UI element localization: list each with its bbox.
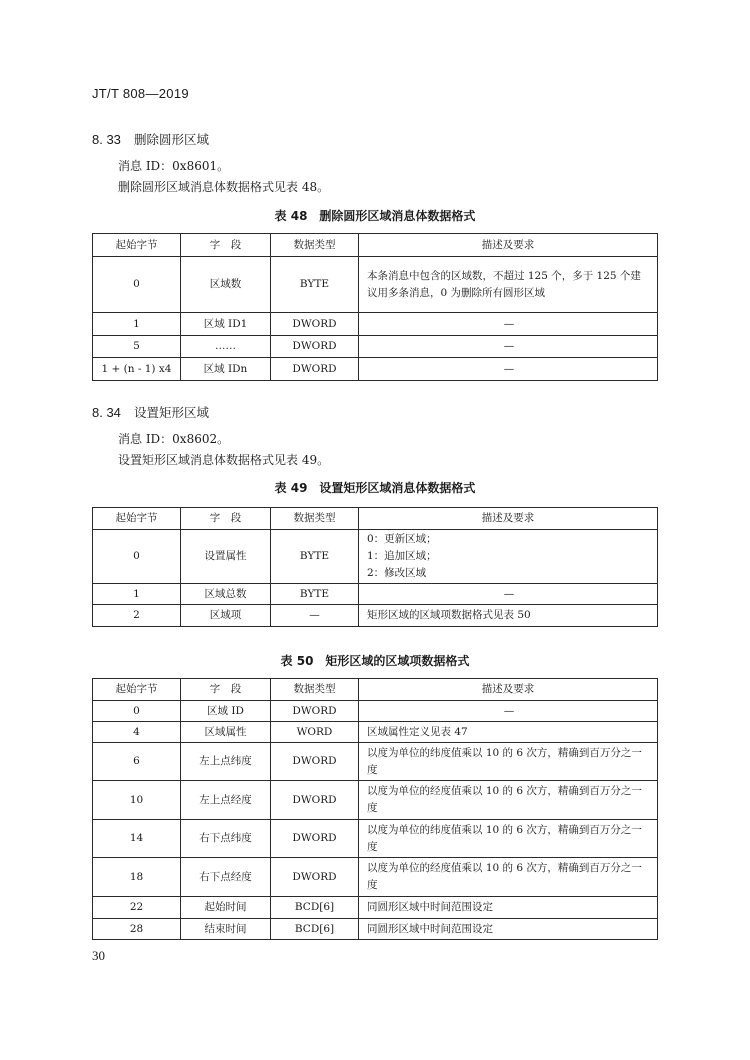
cell-start: 10 [93, 781, 181, 820]
cell-field: 设置属性 [181, 530, 271, 584]
section-8-33-heading [92, 130, 209, 148]
cell-type: DWORD [271, 781, 359, 820]
desc-line: 1：追加区域； [367, 550, 437, 562]
cell-desc: 以度为单位的纬度值乘以 10 的 6 次方，精确到百万分之一度 [359, 820, 658, 858]
table-row [93, 336, 658, 358]
cell-desc [359, 530, 658, 584]
table-row [93, 919, 658, 940]
table-row [93, 858, 658, 897]
cell-type: WORD [271, 722, 359, 743]
cell-start: 2 [93, 605, 181, 627]
cell-field: 区域 ID [181, 701, 271, 722]
cell-type: DWORD [271, 858, 359, 897]
section-8-34-intro: 设置矩形区域消息体数据格式见表 49。 [118, 453, 330, 467]
header-data-type: 数据类型 [271, 679, 359, 701]
table-50-title: 表 50 矩形区域的区域项数据格式 [280, 654, 470, 668]
cell-type: BCD[6] [271, 897, 359, 919]
cell-desc: — [359, 701, 658, 722]
cell-type: DWORD [271, 336, 359, 358]
cell-desc: 同圆形区域中时间范围设定 [359, 919, 658, 940]
message-id-8602: 消息 ID：0x8602。 [118, 432, 230, 446]
header-field: 字 段 [181, 508, 271, 530]
table-row [93, 701, 658, 722]
table-row [93, 897, 658, 919]
cell-desc: 同圆形区域中时间范围设定 [359, 897, 658, 919]
table-50 [92, 678, 658, 940]
table-row [93, 781, 658, 820]
cell-start: 0 [93, 701, 181, 722]
header-data-type: 数据类型 [271, 508, 359, 530]
table-header-row [93, 234, 658, 257]
cell-desc: 本条消息中包含的区域数，不超过 125 个，多于 125 个建议用多条消息，0 为删除所有圆形区域 [359, 257, 658, 313]
cell-type: BYTE [271, 257, 359, 313]
table-row [93, 722, 658, 743]
cell-desc: — [359, 313, 658, 336]
cell-start: 1 [93, 313, 181, 336]
cell-type: DWORD [271, 313, 359, 336]
cell-start: 1 [93, 584, 181, 605]
table-row [93, 257, 658, 313]
header-data-type: 数据类型 [271, 234, 359, 257]
section-title: 删除圆形区域 [134, 132, 210, 147]
cell-desc: — [359, 336, 658, 358]
section-number: 8. 33 [92, 132, 121, 147]
cell-type: DWORD [271, 820, 359, 858]
header-description: 描述及要求 [359, 679, 658, 701]
cell-type: DWORD [271, 701, 359, 722]
cell-desc: — [359, 584, 658, 605]
cell-start: 18 [93, 858, 181, 897]
header-start-byte: 起始字节 [93, 234, 181, 257]
cell-start: 6 [93, 743, 181, 781]
standard-code: JT/T 808—2019 [92, 86, 189, 101]
cell-desc: 矩形区域的区域项数据格式见表 50 [359, 605, 658, 627]
cell-type: BCD[6] [271, 919, 359, 940]
table-row [93, 313, 658, 336]
cell-type: BYTE [271, 530, 359, 584]
header-description: 描述及要求 [359, 508, 658, 530]
cell-field: 区域数 [181, 257, 271, 313]
table-48-title: 表 48 删除圆形区域消息体数据格式 [274, 209, 476, 223]
cell-type: — [271, 605, 359, 627]
table-row [93, 530, 658, 584]
section-8-33-intro: 删除圆形区域消息体数据格式见表 48。 [118, 180, 330, 194]
cell-type: BYTE [271, 584, 359, 605]
header-start-byte: 起始字节 [93, 679, 181, 701]
cell-start: 0 [93, 257, 181, 313]
section-title: 设置矩形区域 [134, 405, 210, 420]
table-row [93, 584, 658, 605]
table-header-row [93, 679, 658, 701]
cell-field: 区域 ID1 [181, 313, 271, 336]
cell-field: 区域属性 [181, 722, 271, 743]
cell-start: 28 [93, 919, 181, 940]
table-row [93, 820, 658, 858]
cell-type: DWORD [271, 358, 359, 381]
table-header-row [93, 508, 658, 530]
message-id-8601: 消息 ID：0x8601。 [118, 159, 230, 173]
cell-desc: 以度为单位的经度值乘以 10 的 6 次方，精确到百万分之一度 [359, 781, 658, 820]
cell-type: DWORD [271, 743, 359, 781]
table-row [93, 743, 658, 781]
section-8-34-heading [92, 403, 209, 421]
cell-field: …… [181, 336, 271, 358]
header-field: 字 段 [181, 679, 271, 701]
cell-start: 4 [93, 722, 181, 743]
table-49 [92, 507, 658, 627]
cell-field: 区域 IDn [181, 358, 271, 381]
header-field: 字 段 [181, 234, 271, 257]
cell-start: 5 [93, 336, 181, 358]
desc-line: 2：修改区域 [367, 567, 427, 579]
cell-start: 1 + (n - 1) x4 [93, 358, 181, 381]
cell-field: 右下点经度 [181, 858, 271, 897]
cell-field: 右下点纬度 [181, 820, 271, 858]
section-number: 8. 34 [92, 405, 121, 420]
cell-field: 起始时间 [181, 897, 271, 919]
cell-desc: 以度为单位的纬度值乘以 10 的 6 次方，精确到百万分之一度 [359, 743, 658, 781]
cell-desc: 以度为单位的经度值乘以 10 的 6 次方，精确到百万分之一度 [359, 858, 658, 897]
desc-line: 0：更新区域； [367, 533, 437, 545]
table-row [93, 358, 658, 381]
table-row [93, 605, 658, 627]
cell-desc: 区域属性定义见表 47 [359, 722, 658, 743]
table-49-title: 表 49 设置矩形区域消息体数据格式 [274, 481, 476, 495]
cell-field: 左上点纬度 [181, 743, 271, 781]
cell-field: 区域总数 [181, 584, 271, 605]
cell-field: 左上点经度 [181, 781, 271, 820]
header-description: 描述及要求 [359, 234, 658, 257]
cell-field: 区域项 [181, 605, 271, 627]
cell-desc: — [359, 358, 658, 381]
cell-start: 22 [93, 897, 181, 919]
cell-start: 0 [93, 530, 181, 584]
cell-start: 14 [93, 820, 181, 858]
page-number: 30 [92, 948, 105, 963]
table-48 [92, 233, 658, 381]
header-start-byte: 起始字节 [93, 508, 181, 530]
cell-field: 结束时间 [181, 919, 271, 940]
